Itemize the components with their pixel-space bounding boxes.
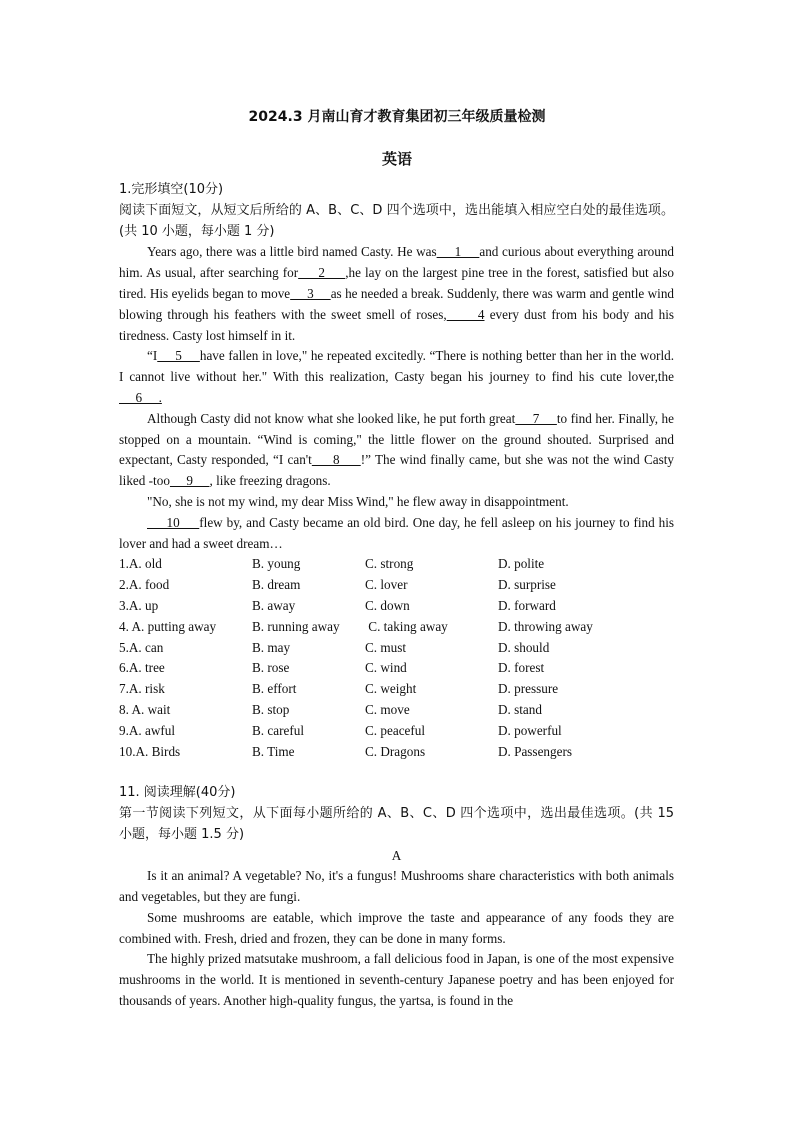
option-b: B. away <box>252 597 296 613</box>
blank-2: 2 <box>298 265 346 281</box>
option-a: 9.A. awful <box>119 722 176 738</box>
option-row <box>119 617 674 638</box>
option-c: C. taking away <box>365 618 448 634</box>
option-d: D. forest <box>498 660 545 676</box>
option-c: C. peaceful <box>365 722 426 738</box>
option-a: 3.A. up <box>119 597 159 613</box>
option-c: C. must <box>365 639 407 655</box>
reading-paragraph: Some mushrooms are eatable, which improve the taste and appearance of any foods they are combined with. Fresh, dried and frozen, they can be done in many forms. <box>119 909 674 946</box>
option-b: B. may <box>252 639 291 655</box>
text: to find her. Finally, he stopped on a mountain. “Wind is coming," the little flower on the ground shouted. Surprised and expectant, Casty responded, “I can't <box>119 410 675 468</box>
option-b: B. running away <box>252 618 340 634</box>
option-b: B. effort <box>252 681 297 697</box>
reading-paragraph: The highly prized matsutake mushroom, a fall delicious food in Japan, is one of the most expensive mushrooms in the world. It is mentioned in seventh-century Japanese poetry and has been enjoyed for thousands of years. Another high-quality fungus, the yartsa, is found in the <box>119 951 674 1009</box>
exam-title: 2024.3 月南山育才教育集团初三年级质量检测 <box>248 109 546 125</box>
text: Years ago, there was a little bird named Casty. He was <box>147 244 437 260</box>
cloze-paragraph-1 <box>119 242 674 346</box>
cloze-paragraph-5 <box>119 513 674 555</box>
cloze-paragraph-4: "No, she is not my wind, my dear Miss Wind," he flew away in disappointment. <box>147 493 569 509</box>
blank-7: 7 <box>515 410 557 426</box>
option-a: 1.A. old <box>119 556 162 572</box>
option-row <box>119 638 674 659</box>
text: ,he lay on the largest pine tree in the forest, satisfied but also tired. His eyelids began to move <box>119 265 674 301</box>
option-b: B. rose <box>252 660 290 676</box>
cloze-heading: 1.完形填空(10分) <box>119 182 224 197</box>
option-d: D. throwing away <box>498 618 593 634</box>
option-c: C. lover <box>365 577 408 593</box>
option-row <box>119 679 674 700</box>
option-row <box>119 721 674 742</box>
option-a: 7.A. risk <box>119 681 165 697</box>
blank-5: 5 <box>157 348 200 364</box>
reading-instructions: 第一节阅读下列短文，从下面每小题所给的 A、B、C、D 四个选项中，选出最佳选项。(共 15 小题，每小题 1.5 分) <box>119 805 674 842</box>
option-row <box>119 596 674 617</box>
text: flew by, and Casty became an old bird. One day, he fell asleep on his journey to find his lover and had a sweet dream… <box>119 514 675 551</box>
option-row <box>119 575 674 596</box>
option-d: D. powerful <box>498 722 562 738</box>
blank-4: 4 <box>446 306 485 322</box>
text: and curious about everything around him. As usual, after searching for <box>119 244 675 281</box>
subject-title: 英语 <box>381 150 412 168</box>
option-b: B. young <box>252 556 301 572</box>
option-c: C. strong <box>365 556 414 572</box>
reading-paragraph: Is it an animal? A vegetable? No, it's a fungus! Mushrooms share characteristics with both animals and vegetables, but they are fungi. <box>119 868 674 905</box>
option-a: 8. A. wait <box>119 701 171 717</box>
blank-6: 6 . <box>119 389 162 405</box>
option-b: B. dream <box>252 577 301 593</box>
option-row <box>119 658 674 679</box>
blank-9: 9 <box>169 473 210 489</box>
option-a: 5.A. can <box>119 639 164 655</box>
cloze-paragraph-3 <box>119 409 674 492</box>
blank-1: 1 <box>436 244 480 260</box>
option-b: B. careful <box>252 722 304 738</box>
option-d: D. pressure <box>498 681 559 697</box>
option-b: B. Time <box>252 743 295 759</box>
text: Although Casty did not know what she looked like, he put forth great <box>147 410 516 426</box>
blank-3: 3 <box>290 285 331 301</box>
text: as he needed a break. Suddenly, there was warm and gentle wind blowing through his feathers with the sweet smell of roses, <box>119 285 675 322</box>
option-c: C. wind <box>365 660 407 676</box>
option-b: B. stop <box>252 701 290 717</box>
exam-content <box>119 180 674 1012</box>
cloze-paragraph-2 <box>119 346 674 408</box>
option-row <box>119 742 674 763</box>
option-c: C. down <box>365 597 410 613</box>
text: have fallen in love," he repeated excitedly. “There is nothing better than her in the world. I cannot live without her." With this realization, Casty began his journey to find his cute lover,the <box>119 348 674 385</box>
text: every dust from his body and his tiredness. Casty lost himself in it. <box>119 306 674 343</box>
option-a: 10.A. Birds <box>119 743 181 759</box>
option-row <box>119 700 674 721</box>
text: , like freezing dragons. <box>209 473 331 489</box>
option-d: D. stand <box>498 701 542 717</box>
option-d: D. should <box>498 639 550 655</box>
option-d: D. polite <box>498 556 545 572</box>
text: !” The wind finally came, but she was not the wind Casty liked -too <box>119 452 674 489</box>
cloze-instructions: 阅读下面短文，从短文后所给的 A、B、C、D 四个选项中，选出能填入相应空白处的最佳选项。(共 10 小题，每小题 1 分) <box>119 202 674 239</box>
option-row <box>119 554 674 575</box>
cloze-options <box>119 554 674 762</box>
section-gap <box>119 762 674 783</box>
option-a: 4. A. putting away <box>119 618 217 634</box>
blank-10: 10 <box>147 514 200 530</box>
reading-heading: 11. 阅读理解(40分) <box>119 785 236 801</box>
option-c: C. Dragons <box>365 743 426 759</box>
blank-8: 8 <box>311 452 361 468</box>
option-d: D. forward <box>498 597 556 613</box>
option-d: D. Passengers <box>498 743 572 759</box>
passage-label: A <box>391 847 402 863</box>
option-d: D. surprise <box>498 577 556 593</box>
option-c: C. weight <box>365 681 417 697</box>
option-a: 2.A. food <box>119 577 170 593</box>
option-a: 6.A. tree <box>119 660 165 676</box>
option-c: C. move <box>365 701 410 717</box>
text: “I <box>147 348 158 364</box>
